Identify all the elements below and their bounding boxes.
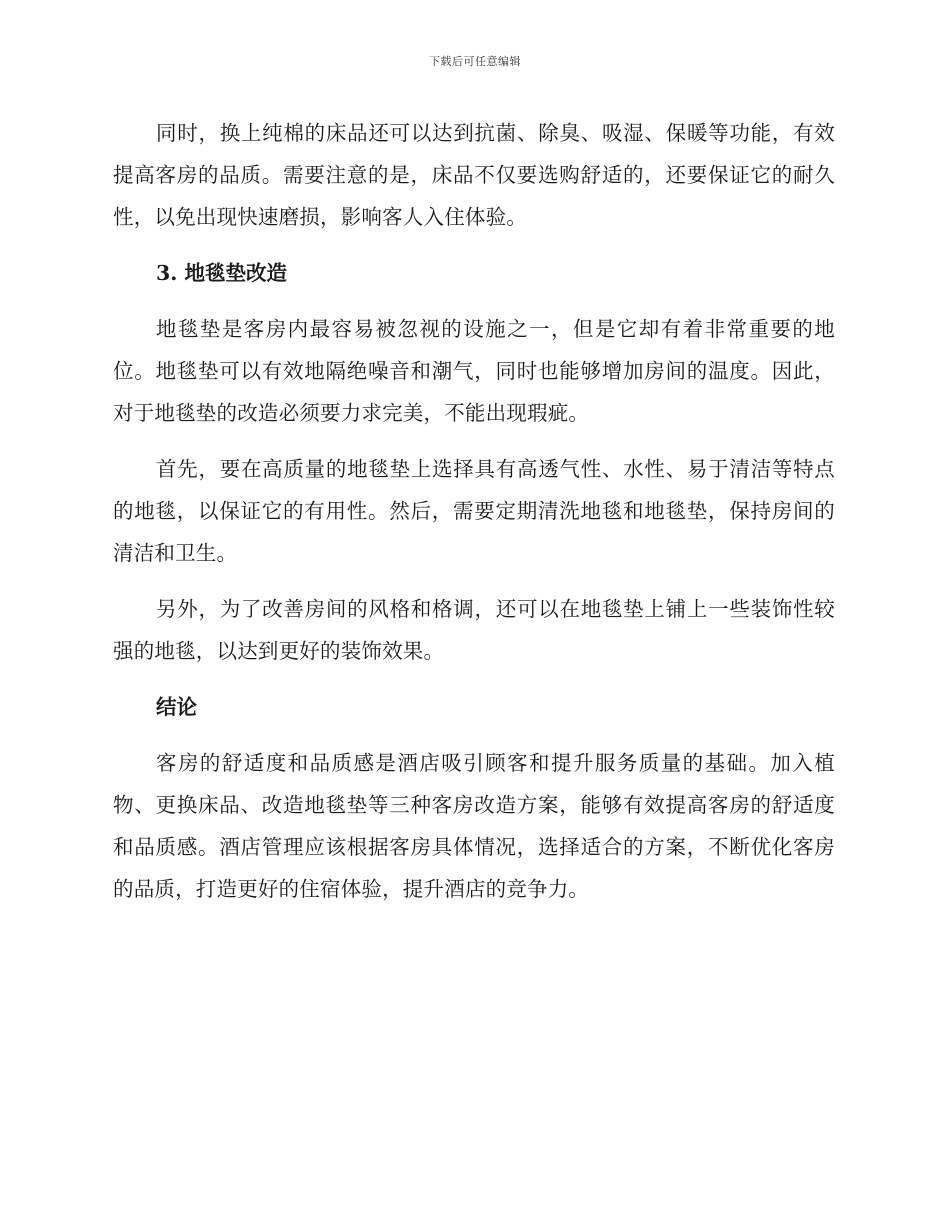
paragraph-bedding: 同时，换上纯棉的床品还可以达到抗菌、除臭、吸湿、保暖等功能，有效提高客房的品质。需要注意的是，床品不仅要选购舒适的，还要保证它的耐久性，以免出现快速磨损，影响客人入住体验。 <box>113 121 835 229</box>
paragraph-carpet-first: 首先，要在高质量的地毯垫上选择具有高透气性、水性、易于清洁等特点的地毯，以保证它的有用性。然后，需要定期清洗地毯和地毯垫，保持房间的清洁和卫生。 <box>113 457 835 565</box>
section-heading-carpet: 3. 地毯垫改造 <box>156 261 288 285</box>
paragraph-carpet-also: 另外，为了改善房间的风格和格调，还可以在地毯垫上铺上一些装饰性较强的地毯，以达到更好的装饰效果。 <box>113 597 835 663</box>
paragraph-conclusion: 客房的舒适度和品质感是酒店吸引顾客和提升服务质量的基础。加入植物、更换床品、改造地毯垫等三种客房改造方案，能够有效提高客房的舒适度和品质感。酒店管理应该根据客房具体情况，选择适合的方案，不断优化客房的品质，打造更好的住宿体验，提升酒店的竞争力。 <box>113 751 835 901</box>
section-heading-conclusion: 结论 <box>156 695 197 719</box>
paragraph-carpet-intro: 地毯垫是客房内最容易被忽视的设施之一，但是它却有着非常重要的地位。地毯垫可以有效地隔绝噪音和潮气，同时也能够增加房间的温度。因此，对于地毯垫的改造必须要力求完美，不能出现瑕疵。 <box>113 317 835 425</box>
page-header: 下载后可任意编辑 <box>429 55 521 68</box>
document-body <box>113 112 835 924</box>
